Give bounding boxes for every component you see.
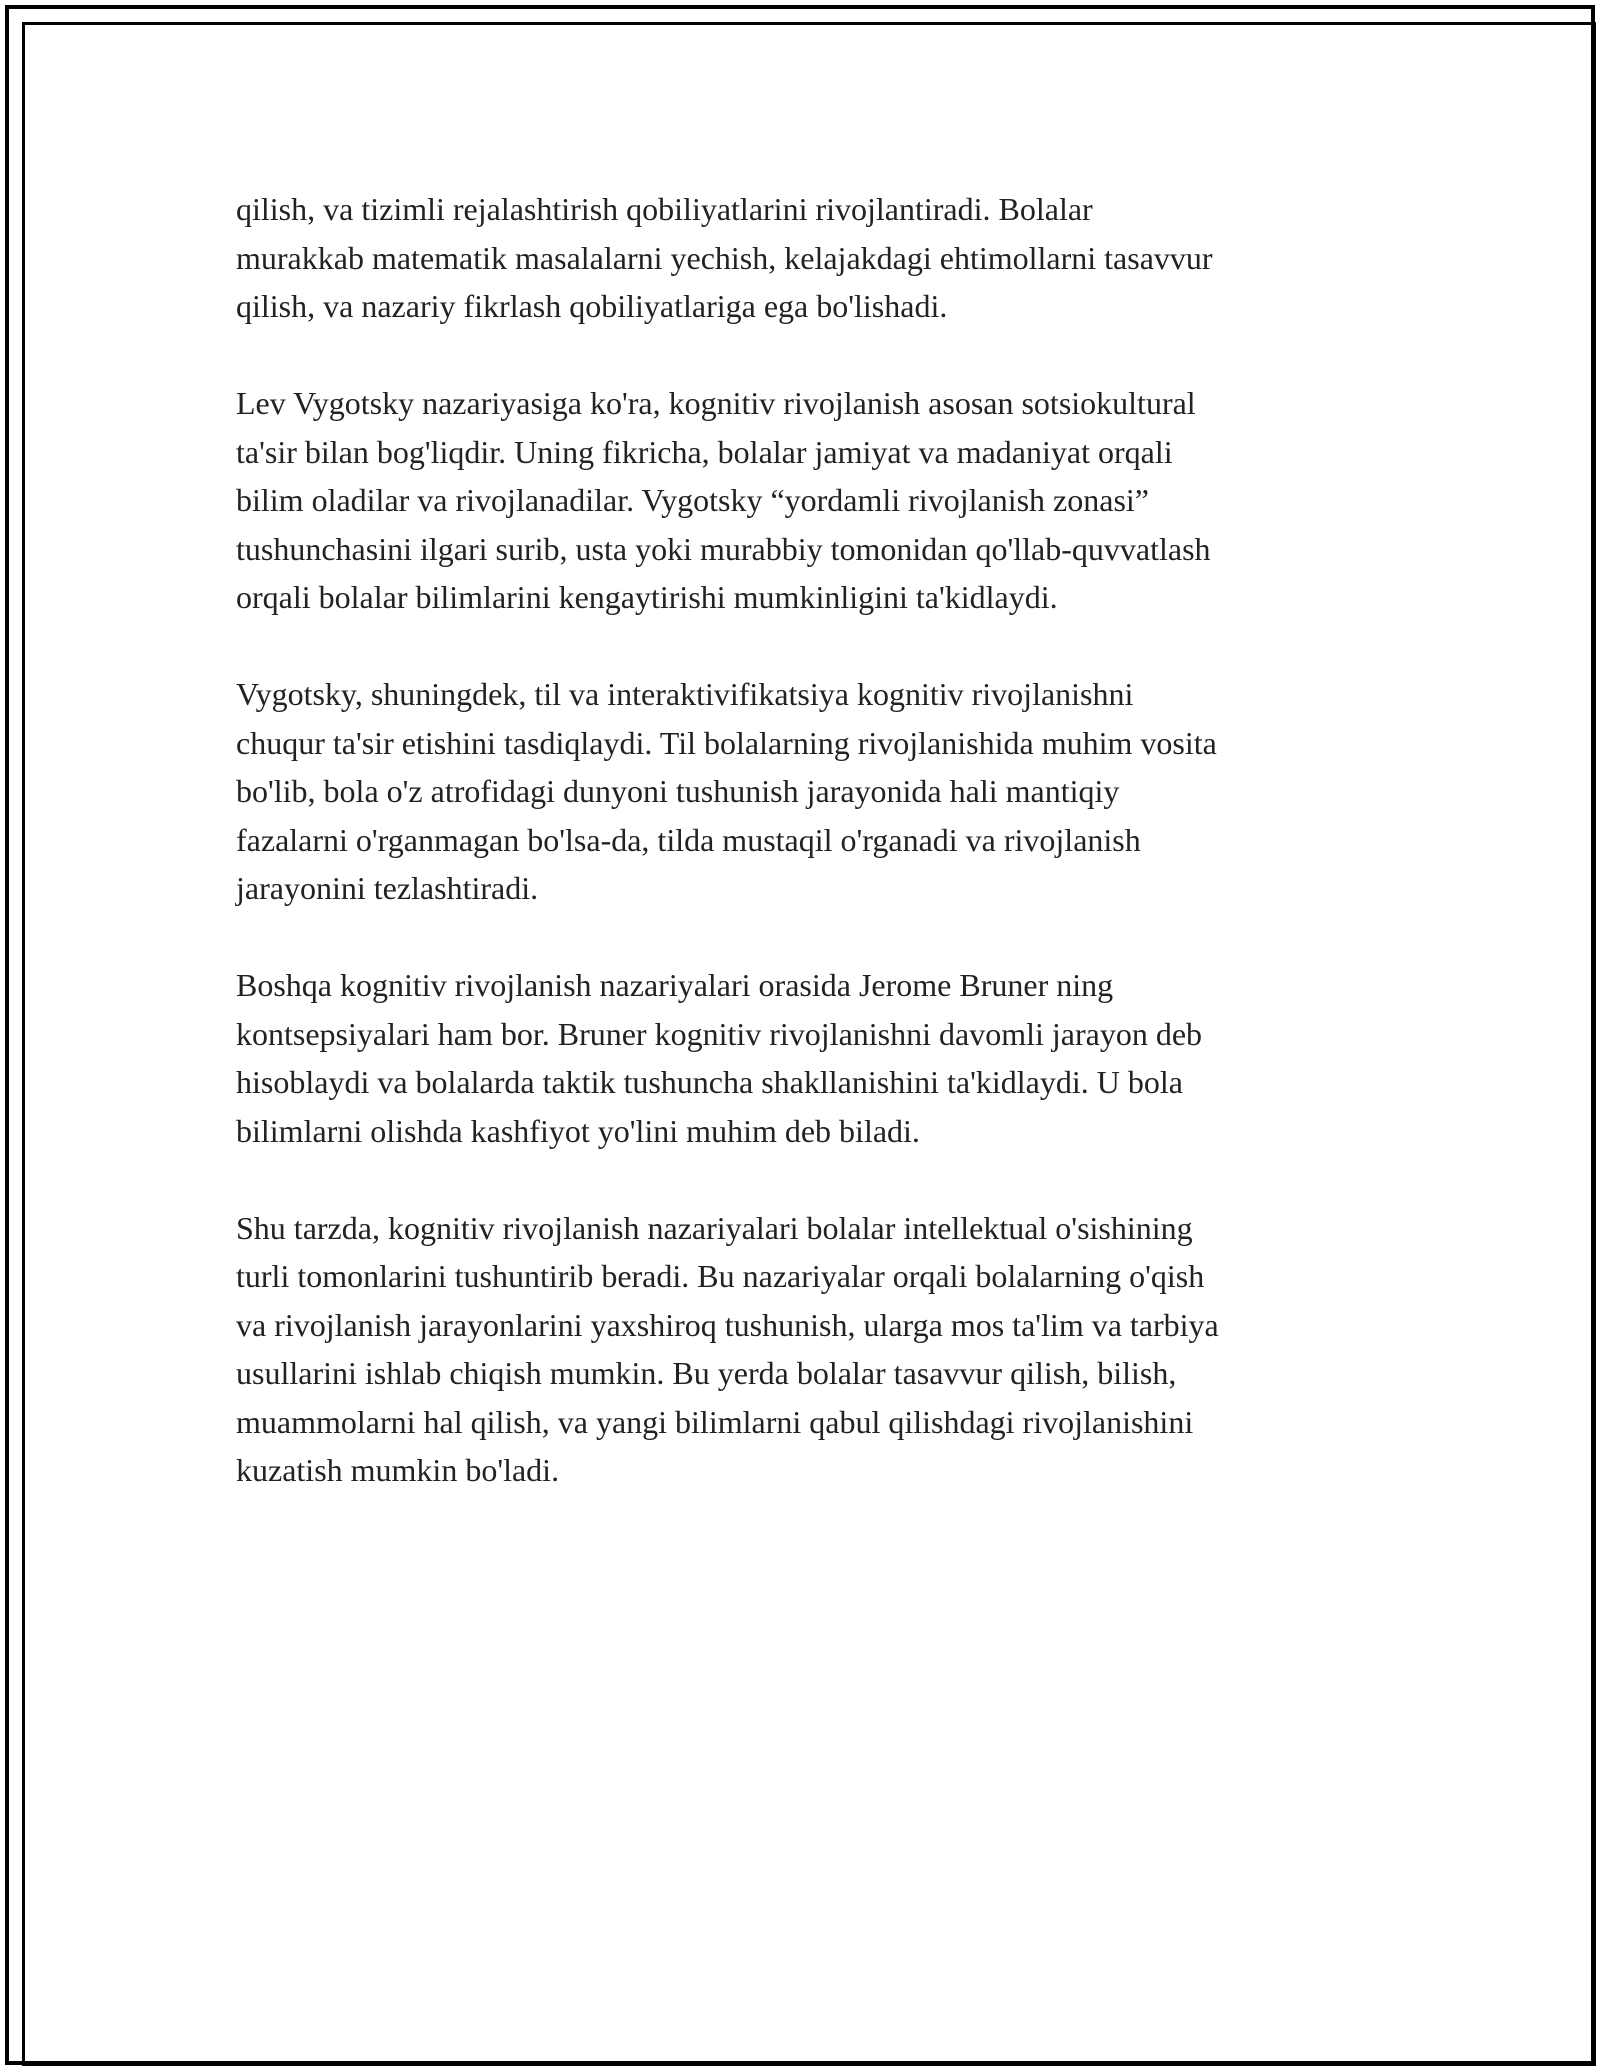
paragraph-5 [236, 1204, 1376, 1495]
text-line: tushunchasini ilgari surib, usta yoki murabbiy tomonidan qo'llab-quvvatlash [236, 530, 1211, 567]
document-body [236, 185, 1376, 1543]
text-line: va rivojlanish jarayonlarini yaxshiroq tushunish, ularga mos ta'lim va tarbiya [236, 1306, 1219, 1343]
paragraph-3 [236, 670, 1376, 913]
text-line: turli tomonlarini tushuntirib beradi. Bu nazariyalar orqali bolalarning o'qish [236, 1258, 1205, 1294]
text-line: Boshqa kognitiv rivojlanish nazariyalari orasida Jerome Bruner ning [236, 967, 1114, 1003]
text-line: usullarini ishlab chiqish mumkin. Bu yerda bolalar tasavvur qilish, bilish, [236, 1355, 1177, 1391]
paragraph-4 [236, 961, 1376, 1155]
text-line: hisoblaydi va bolalarda taktik tushuncha shakllanishini ta'kidlaydi. U bola [236, 1064, 1183, 1100]
text-line: muammolarni hal qilish, va yangi bilimlarni qabul qilishdagi rivojlanishini [236, 1403, 1194, 1440]
paragraph-2 [236, 379, 1376, 622]
text-line: orqali bolalar bilimlarini kengaytirishi mumkinligini ta'kidlaydi. [236, 579, 1058, 615]
text-line: fazalarni o'rganmagan bo'lsa-da, tilda mustaqil o'rganadi va rivojlanish [236, 821, 1141, 858]
text-line: kontsepsiyalari ham bor. Bruner kognitiv rivojlanishni davomli jarayon deb [236, 1015, 1203, 1052]
text-line: bilimlarni olishda kashfiyot yo'lini muhim deb biladi. [236, 1112, 920, 1149]
text-line: chuqur ta'sir etishini tasdiqlaydi. Til bolalarning rivojlanishida muhim vosita [236, 724, 1217, 761]
text-line: jarayonini tezlashtiradi. [236, 870, 539, 906]
text-line: bo'lib, bola o'z atrofidagi dunyoni tushunish jarayonida hali mantiqiy [236, 773, 1120, 809]
text-line: ta'sir bilan bog'liqdir. Uning fikricha, bolalar jamiyat va madaniyat orqali [236, 433, 1173, 470]
text-line: murakkab matematik masalalarni yechish, kelajakdagi ehtimollarni tasavvur [236, 239, 1213, 276]
text-line: Vygotsky, shuningdek, til va interaktivifikatsiya kognitiv rivojlanishni [236, 676, 1134, 712]
text-line: qilish, va tizimli rejalashtirish qobiliyatlarini rivojlantiradi. Bolalar [236, 191, 1093, 227]
text-line: bilim oladilar va rivojlanadilar. Vygotsky “yordamli rivojlanish zonasi” [236, 482, 1149, 518]
text-line: Shu tarzda, kognitiv rivojlanish nazariyalari bolalar intellektual o'sishining [236, 1209, 1193, 1246]
text-line: Lev Vygotsky nazariyasiga ko'ra, kognitiv rivojlanish asosan sotsiokultural [236, 385, 1196, 421]
paragraph-1 [236, 185, 1376, 331]
text-line: qilish, va nazariy fikrlash qobiliyatlariga ega bo'lishadi. [236, 288, 948, 324]
text-line: kuzatish mumkin bo'ladi. [236, 1452, 560, 1488]
